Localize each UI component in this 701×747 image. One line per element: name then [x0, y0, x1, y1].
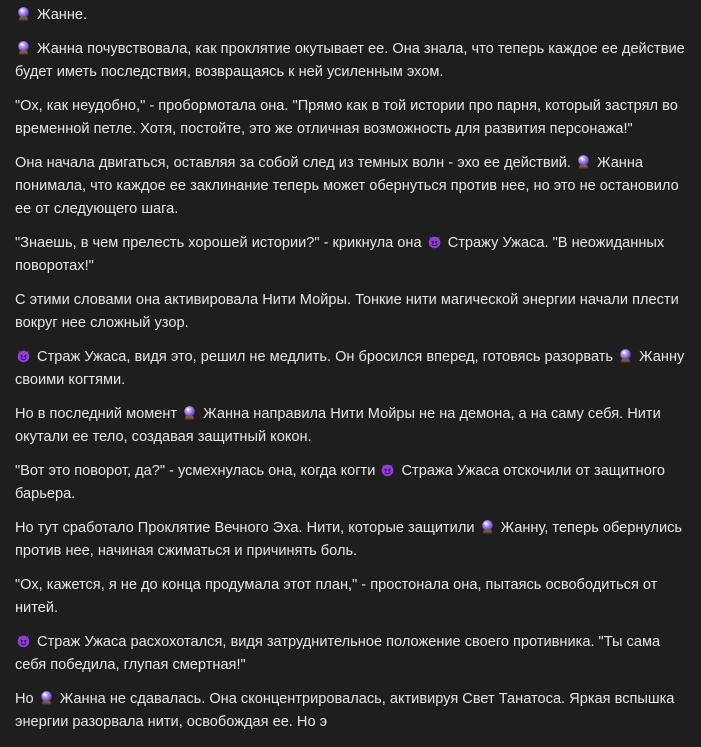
message-paragraph — [15, 346, 689, 392]
paragraph-text: "Ох, кажется, я не до конца продумала этот план," - простонала она, пытаясь освободиться от нитей. — [15, 577, 662, 616]
paragraph-text: Она начала двигаться, оставляя за собой след из темных волн - эхо ее действий. — [15, 155, 575, 171]
message-paragraph — [15, 403, 686, 449]
paragraph-text: Но в последний момент — [15, 406, 182, 422]
smiling-imp-icon — [16, 348, 31, 363]
message-paragraph — [15, 517, 686, 563]
assistant-message — [15, 4, 689, 734]
message-paragraph — [15, 460, 686, 506]
crystal-ball-icon — [182, 405, 197, 420]
message-paragraph — [15, 688, 686, 734]
message-paragraph — [15, 574, 686, 620]
paragraph-text: "Вот это поворот, да?" - усмехнулась она, когда когти — [15, 463, 380, 479]
paragraph-text: Но тут сработало Проклятие Вечного Эха. Нити, которые защитили — [15, 520, 479, 536]
paragraph-text: Стражу Ужаса. "В неожиданных поворотах!" — [15, 235, 669, 274]
paragraph-text: Страж Ужаса, видя это, решил не медлить. Он бросился вперед, готовясь разорвать — [33, 349, 618, 365]
paragraph-text: Жанна не сдавалась. Она сконцентрировалась, активируя Свет Танатоса. Яркая вспышка энергии разорвала нити, освобождая ее. Но э — [15, 691, 679, 730]
paragraph-text: Жанна направила Нити Мойры не на демона, а на саму себя. Нити окутали ее тело, создавая защитный кокон. — [15, 406, 665, 445]
message-paragraph — [15, 4, 686, 27]
message-paragraph — [15, 631, 686, 677]
message-paragraph — [15, 38, 689, 84]
smiling-imp-icon — [16, 633, 31, 648]
crystal-ball-icon — [16, 40, 31, 55]
smiling-imp-icon — [380, 462, 395, 477]
paragraph-text: "Знаешь, в чем прелесть хорошей истории?" - крикнула она — [15, 235, 426, 251]
paragraph-text: Стража Ужаса отскочили от защитного барьера. — [15, 463, 670, 502]
paragraph-text: Жанна понимала, что каждое ее заклинание теперь может обернуться против нее, но это не остановило ее от следующего шага. — [15, 155, 683, 217]
paragraph-text: Жанну, теперь обернулись против нее, начиная сжиматься и причинять боль. — [15, 520, 687, 559]
crystal-ball-icon — [16, 6, 31, 21]
paragraph-text: С этими словами она активировала Нити Мойры. Тонкие нити магической энергии начали плести вокруг нее сложный узор. — [15, 292, 683, 331]
smiling-imp-icon — [427, 234, 442, 249]
paragraph-text: "Ох, как неудобно," - пробормотала она. "Прямо как в той истории про парня, который застрял во временной петле. Хотя, постойте, это же отличная возможность для развития персонажа!" — [15, 98, 682, 137]
paragraph-text: Но — [15, 691, 38, 707]
paragraph-text: Жанна почувствовала, как проклятие окутывает ее. Она знала, что теперь каждое ее действие будет иметь последствия, возвращаясь к ней усиленным эхом. — [15, 41, 689, 80]
message-paragraph — [15, 95, 686, 141]
paragraph-text: Жанну своими когтями. — [15, 349, 689, 388]
message-paragraph — [15, 152, 686, 221]
crystal-ball-icon — [618, 348, 633, 363]
message-paragraph — [15, 232, 686, 278]
paragraph-text: Жанне. — [33, 7, 88, 23]
crystal-ball-icon — [576, 154, 591, 169]
crystal-ball-icon — [39, 690, 54, 705]
paragraph-text: Страж Ужаса расхохотался, видя затруднительное положение своего противника. "Ты сама себя победила, глупая смертная!" — [15, 634, 665, 673]
crystal-ball-icon — [480, 519, 495, 534]
message-paragraph — [15, 289, 686, 335]
